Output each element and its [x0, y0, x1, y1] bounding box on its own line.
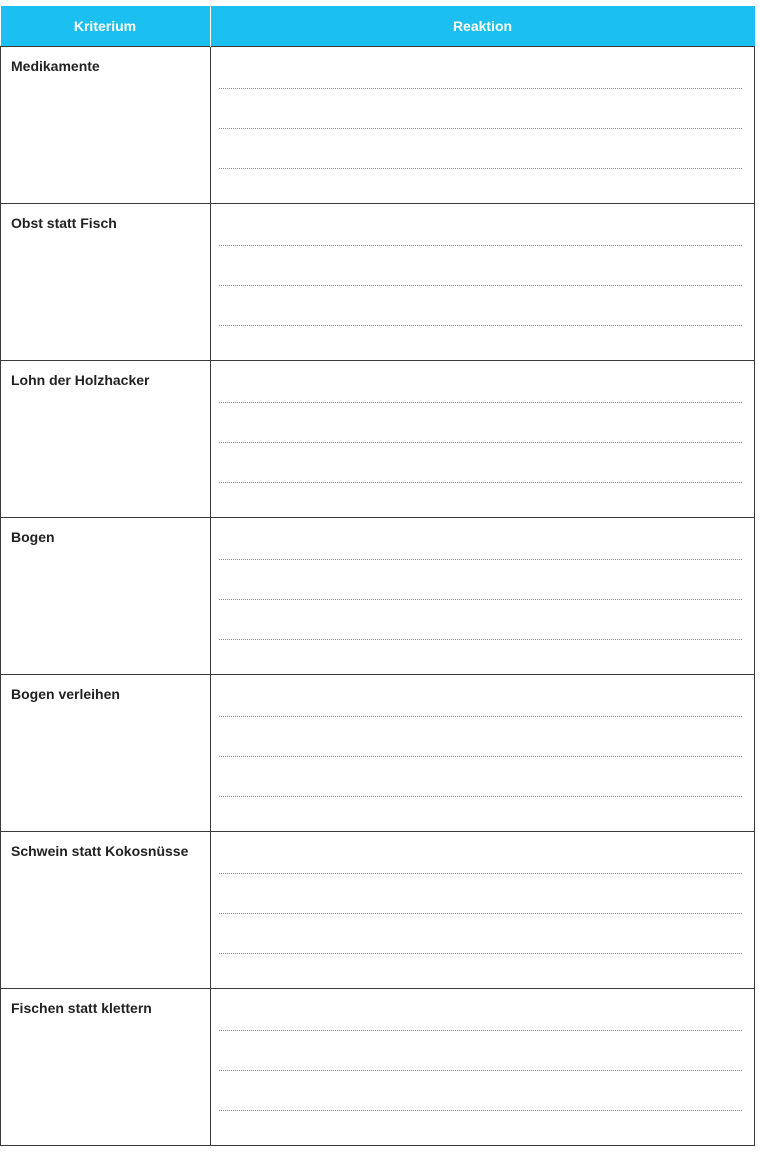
answer-area[interactable] — [211, 204, 755, 360]
answer-line — [219, 1070, 743, 1071]
answer-area[interactable] — [211, 675, 755, 831]
table-row — [1, 204, 755, 361]
answer-line — [219, 285, 743, 286]
table-row — [1, 518, 755, 675]
criterion-label: Obst statt Fisch — [1, 204, 211, 361]
answer-line — [219, 245, 743, 246]
answer-area[interactable] — [211, 47, 755, 203]
reaction-cell[interactable] — [210, 361, 755, 518]
header-reaktion: Reaktion — [210, 6, 755, 47]
table-row — [1, 675, 755, 832]
table-row — [1, 832, 755, 989]
answer-line — [219, 599, 743, 600]
answer-line — [219, 325, 743, 326]
reaction-cell[interactable] — [210, 47, 755, 204]
answer-line — [219, 168, 743, 169]
answer-line — [219, 88, 743, 89]
table-row — [1, 361, 755, 518]
answer-line — [219, 796, 743, 797]
answer-line — [219, 913, 743, 914]
answer-line — [219, 482, 743, 483]
reaction-cell[interactable] — [210, 518, 755, 675]
answer-line — [219, 559, 743, 560]
reaction-cell[interactable] — [210, 675, 755, 832]
answer-line — [219, 1110, 743, 1111]
header-row — [1, 6, 755, 47]
answer-line — [219, 953, 743, 954]
answer-line — [219, 873, 743, 874]
answer-line — [219, 128, 743, 129]
answer-line — [219, 756, 743, 757]
criterion-label: Fischen statt klettern — [1, 989, 211, 1146]
answer-area[interactable] — [211, 989, 755, 1145]
table-row — [1, 47, 755, 204]
criteria-table — [0, 6, 755, 1146]
answer-line — [219, 716, 743, 717]
reaction-cell[interactable] — [210, 989, 755, 1146]
answer-line — [219, 639, 743, 640]
table-row — [1, 989, 755, 1146]
criterion-label: Bogen — [1, 518, 211, 675]
answer-area[interactable] — [211, 361, 755, 517]
reaction-cell[interactable] — [210, 832, 755, 989]
answer-line — [219, 442, 743, 443]
answer-area[interactable] — [211, 518, 755, 674]
answer-area[interactable] — [211, 832, 755, 988]
answer-line — [219, 402, 743, 403]
reaction-cell[interactable] — [210, 204, 755, 361]
criterion-label: Medikamente — [1, 47, 211, 204]
criterion-label: Schwein statt Kokosnüsse — [1, 832, 211, 989]
header-kriterium: Kriterium — [1, 6, 211, 47]
criterion-label: Bogen verleihen — [1, 675, 211, 832]
answer-line — [219, 1030, 743, 1031]
criterion-label: Lohn der Holzhacker — [1, 361, 211, 518]
